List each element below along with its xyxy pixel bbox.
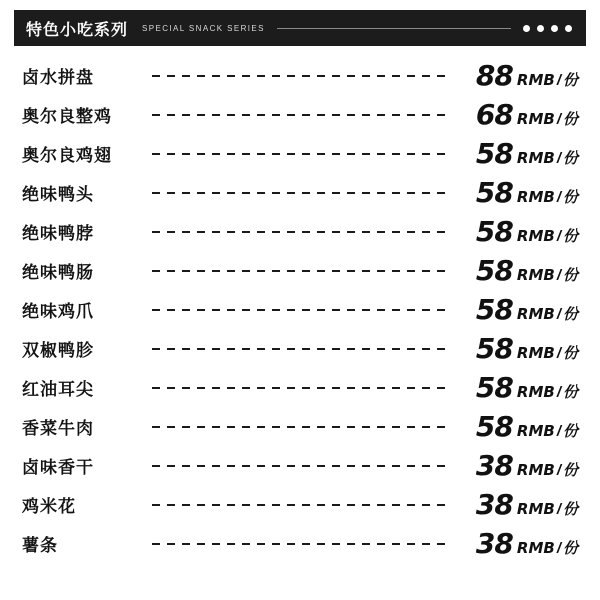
price-separator: /: [556, 500, 561, 518]
price-amount: 88: [475, 58, 513, 92]
menu-item-name: 绝味鸭头: [22, 185, 94, 205]
section-title-cn: 特色小吃系列: [26, 19, 129, 39]
leader-dots: [152, 348, 448, 350]
leader-dots: [152, 192, 448, 194]
menu-item-row: [22, 56, 578, 95]
price-unit: 份: [562, 265, 578, 284]
price-currency: RMB: [516, 148, 555, 167]
menu-item-price: [460, 292, 578, 326]
menu-item-name: 绝味鸭脖: [22, 224, 94, 244]
menu-item-name: 奥尔良鸡翅: [22, 146, 112, 166]
leader-dots: [152, 504, 448, 506]
header-dot: [523, 25, 530, 32]
header-dot: [565, 25, 572, 32]
menu-item-price: [460, 175, 578, 209]
leader-dots: [152, 465, 448, 467]
leader-dots: [152, 75, 448, 77]
header-dot: [537, 25, 544, 32]
price-separator: /: [556, 188, 561, 206]
price-separator: /: [556, 539, 561, 557]
menu-item-price: [460, 487, 578, 521]
menu-item-name: 鸡米花: [22, 497, 76, 517]
price-currency: RMB: [516, 499, 555, 518]
header-dots: [523, 25, 572, 32]
menu-item-row: [22, 173, 578, 212]
menu-item-price: [460, 253, 578, 287]
leader-dots: [152, 309, 448, 311]
leader-dots: [152, 231, 448, 233]
menu-page: [0, 10, 600, 600]
menu-item-price: [460, 97, 578, 131]
price-separator: /: [556, 266, 561, 284]
price-currency: RMB: [516, 382, 555, 401]
price-separator: /: [556, 149, 561, 167]
section-title-en: SPECIAL SNACK SERIES: [142, 23, 265, 33]
menu-item-name: 绝味鸡爪: [22, 302, 94, 322]
price-unit: 份: [562, 148, 578, 167]
price-unit: 份: [562, 226, 578, 245]
price-separator: /: [556, 461, 561, 479]
leader-dots: [152, 387, 448, 389]
price-currency: RMB: [516, 538, 555, 557]
price-unit: 份: [562, 499, 578, 518]
leader-dots: [152, 543, 448, 545]
menu-item-name: 薯条: [22, 536, 58, 556]
price-amount: 58: [475, 214, 513, 248]
menu-item-name: 奥尔良整鸡: [22, 107, 112, 127]
menu-item-price: [460, 526, 578, 560]
menu-item-row: [22, 290, 578, 329]
header-dot: [551, 25, 558, 32]
price-amount: 38: [475, 448, 513, 482]
menu-item-name: 红油耳尖: [22, 380, 94, 400]
price-currency: RMB: [516, 187, 555, 206]
price-unit: 份: [562, 187, 578, 206]
price-unit: 份: [562, 109, 578, 128]
leader-dots: [152, 114, 448, 116]
menu-item-price: [460, 409, 578, 443]
price-amount: 68: [475, 97, 513, 131]
menu-item-price: [460, 136, 578, 170]
price-currency: RMB: [516, 460, 555, 479]
price-separator: /: [556, 227, 561, 245]
price-separator: /: [556, 71, 561, 89]
menu-item-price: [460, 448, 578, 482]
menu-item-price: [460, 58, 578, 92]
price-currency: RMB: [516, 343, 555, 362]
menu-item-row: [22, 212, 578, 251]
price-currency: RMB: [516, 265, 555, 284]
price-unit: 份: [562, 460, 578, 479]
price-currency: RMB: [516, 226, 555, 245]
price-separator: /: [556, 344, 561, 362]
menu-list: [0, 56, 600, 563]
menu-item-price: [460, 370, 578, 404]
price-amount: 58: [475, 331, 513, 365]
menu-item-name: 绝味鸭肠: [22, 263, 94, 283]
price-amount: 38: [475, 487, 513, 521]
menu-item-row: [22, 329, 578, 368]
price-unit: 份: [562, 421, 578, 440]
menu-item-price: [460, 214, 578, 248]
price-amount: 58: [475, 175, 513, 209]
price-amount: 58: [475, 409, 513, 443]
price-currency: RMB: [516, 109, 555, 128]
menu-item-name: 卤味香干: [22, 458, 94, 478]
menu-item-row: [22, 95, 578, 134]
menu-item-row: [22, 368, 578, 407]
menu-item-row: [22, 251, 578, 290]
price-amount: 38: [475, 526, 513, 560]
menu-item-row: [22, 134, 578, 173]
menu-item-row: [22, 485, 578, 524]
price-separator: /: [556, 422, 561, 440]
price-currency: RMB: [516, 304, 555, 323]
header-divider-line: [277, 28, 511, 29]
menu-item-price: [460, 331, 578, 365]
leader-dots: [152, 270, 448, 272]
price-currency: RMB: [516, 70, 555, 89]
price-amount: 58: [475, 136, 513, 170]
price-currency: RMB: [516, 421, 555, 440]
price-amount: 58: [475, 370, 513, 404]
menu-item-name: 卤水拼盘: [22, 68, 94, 88]
leader-dots: [152, 426, 448, 428]
menu-item-row: [22, 524, 578, 563]
price-unit: 份: [562, 304, 578, 323]
price-unit: 份: [562, 538, 578, 557]
price-amount: 58: [475, 292, 513, 326]
price-separator: /: [556, 110, 561, 128]
section-header-banner: [14, 10, 586, 46]
price-amount: 58: [475, 253, 513, 287]
menu-item-name: 香菜牛肉: [22, 419, 94, 439]
price-separator: /: [556, 383, 561, 401]
price-unit: 份: [562, 382, 578, 401]
menu-item-name: 双椒鸭胗: [22, 341, 94, 361]
price-unit: 份: [562, 343, 578, 362]
menu-item-row: [22, 407, 578, 446]
price-unit: 份: [562, 70, 578, 89]
menu-item-row: [22, 446, 578, 485]
price-separator: /: [556, 305, 561, 323]
leader-dots: [152, 153, 448, 155]
